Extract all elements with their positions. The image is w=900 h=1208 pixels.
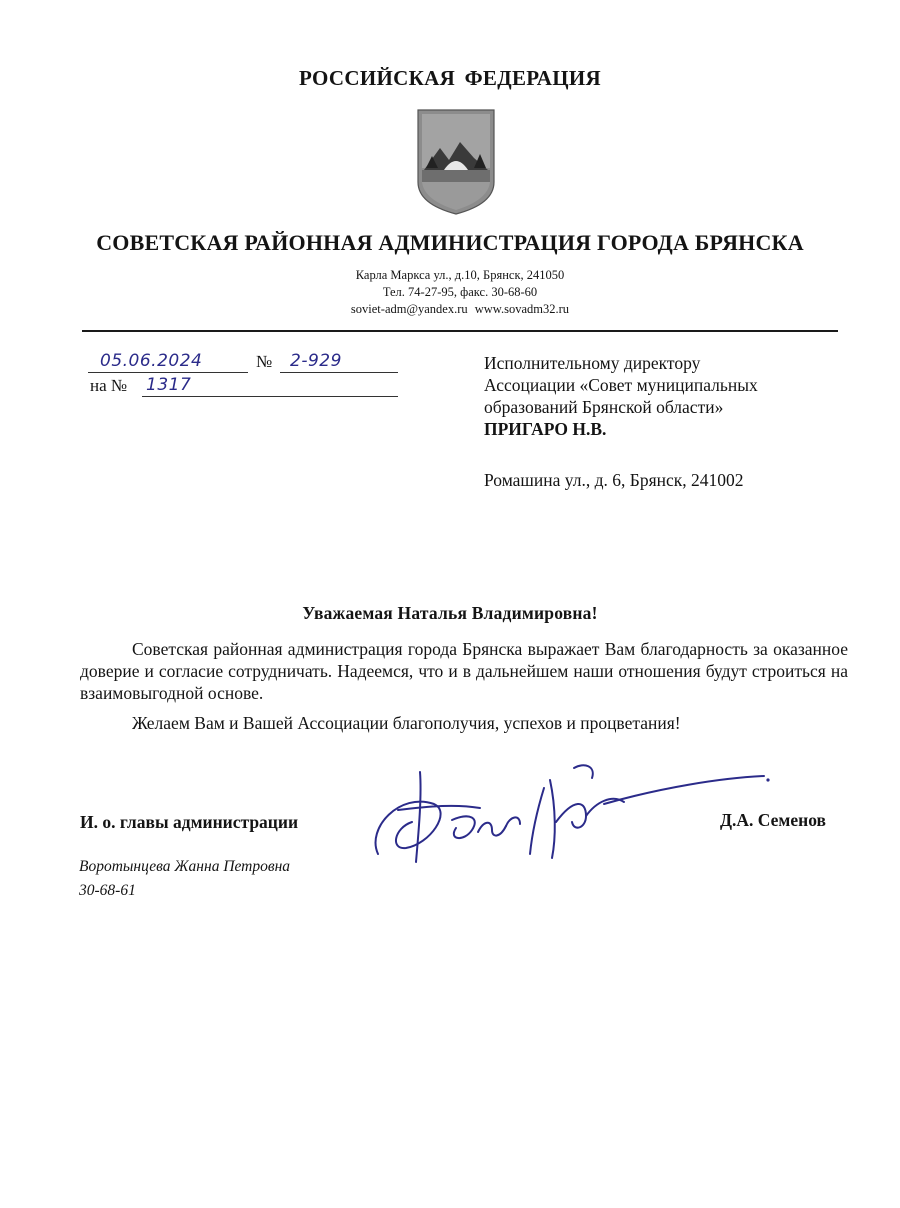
handwritten-signature	[360, 758, 780, 876]
number-value: 2-929	[290, 351, 342, 371]
recipient-line-3: образований Брянской области»	[484, 397, 724, 417]
number-field	[280, 350, 398, 373]
organization-address: Карла Маркса ул., д.10, Брянск, 241050	[355, 268, 565, 282]
recipient-name: ПРИГАРО Н.В.	[484, 419, 607, 439]
number-label: №	[256, 352, 273, 371]
salutation: Уважаемая Наталья Владимировна!	[302, 603, 598, 623]
header-divider	[82, 330, 838, 332]
signer-role: И. о. главы администрации	[80, 812, 299, 832]
date-value: 05.06.2024	[100, 351, 203, 371]
signer-name: Д.А. Семенов	[720, 810, 826, 830]
coat-of-arms-emblem	[416, 108, 496, 216]
letter-paragraph-2: Желаем Вам и Вашей Ассоциации благополучия, успехов и процветания!	[132, 713, 681, 733]
recipient-line-2: Ассоциации «Совет муниципальных	[484, 375, 758, 395]
executor-phone: 30-68-61	[79, 882, 136, 899]
recipient-block	[484, 352, 844, 440]
organization-title: СОВЕТСКАЯ РАЙОННАЯ АДМИНИСТРАЦИЯ ГОРОДА БРЯНСКА	[96, 230, 804, 255]
organization-phone: Тел. 74-27-95, факс. 30-68-60	[382, 285, 538, 299]
recipient-line-1: Исполнительному директору	[484, 353, 701, 373]
date-field	[88, 350, 248, 373]
reference-value: 1317	[146, 375, 192, 395]
reference-label: на №	[90, 376, 128, 395]
letter-paragraph-1: Советская районная администрация города Брянска выражает Вам благодарность за оказанное доверие и согласие сотрудничать. Надеемся, что и в дальнейшем наши отношения будут строиться на взаимовыгодной основе.	[80, 639, 848, 703]
country-title: РОССИЙСКАЯ ФЕДЕРАЦИЯ	[299, 66, 601, 90]
reference-field	[142, 374, 398, 397]
recipient-address: Ромашина ул., д. 6, Брянск, 241002	[484, 470, 744, 490]
executor-name: Воротынцева Жанна Петровна	[79, 858, 291, 875]
organization-contacts: soviet-adm@yandex.ru www.sovadm32.ru	[350, 302, 570, 316]
